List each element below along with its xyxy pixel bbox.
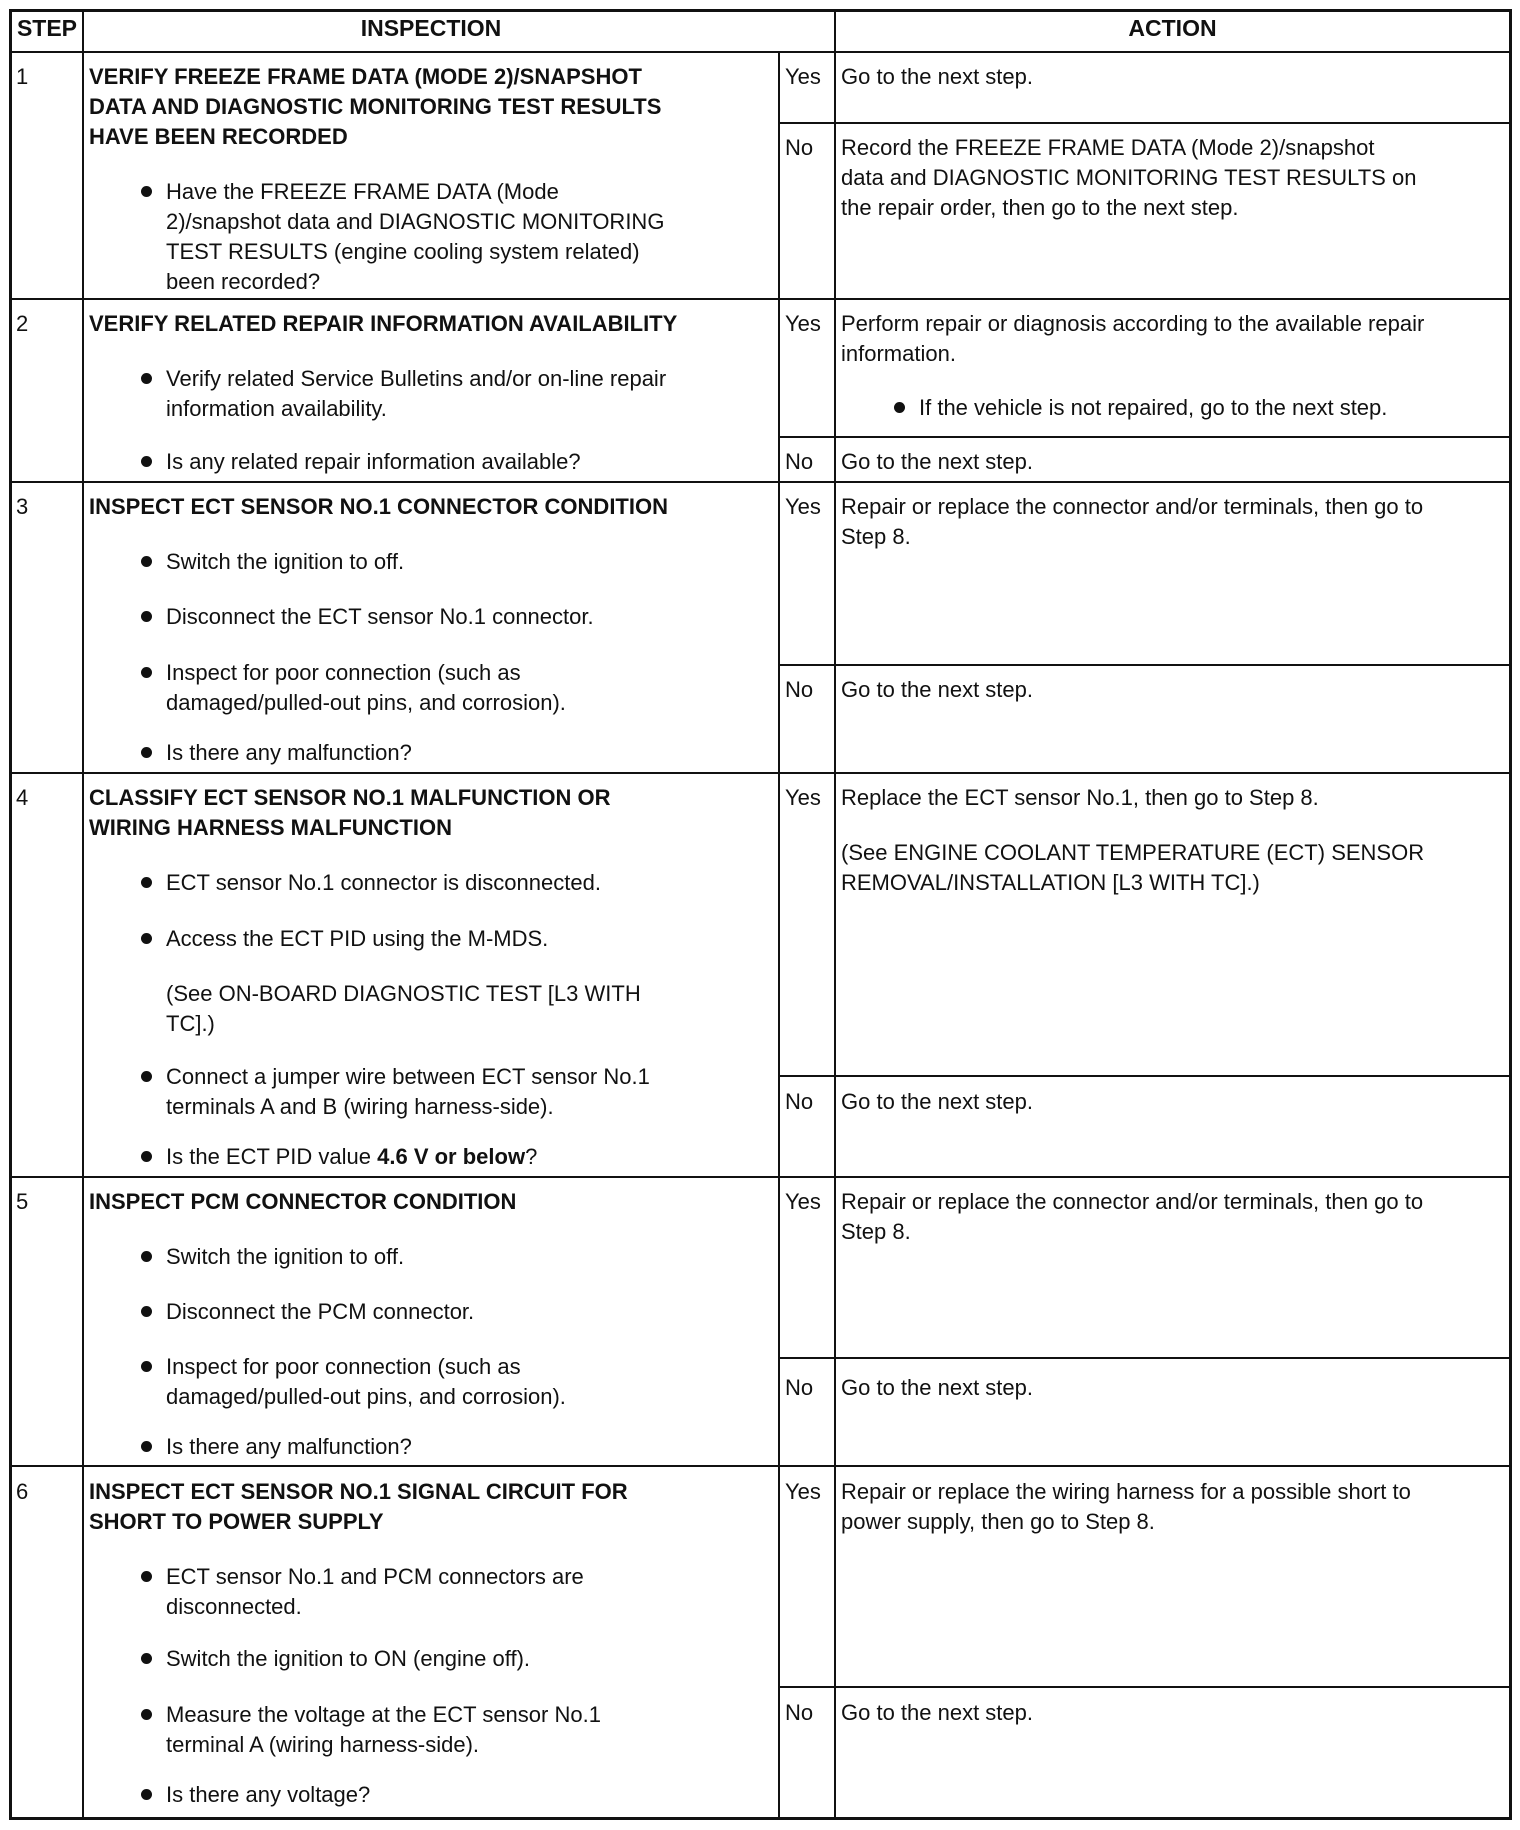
no-label: No <box>785 677 814 702</box>
yes-label: Yes <box>785 311 821 336</box>
no-action: Go to the next step. <box>841 1375 1034 1400</box>
no-action: Record the FREEZE FRAME DATA (Mode 2)/snapshot data and DIAGNOSTIC MONITORING TEST RESULTS on the repair order, then go to the next step. <box>841 135 1417 220</box>
step-number: 1 <box>16 64 29 89</box>
no-action: Go to the next step. <box>841 1089 1034 1114</box>
yes-label: Yes <box>785 785 821 810</box>
col-divider-action <box>834 12 836 1817</box>
no-label: No <box>785 1089 814 1114</box>
col-divider-yesno <box>778 52 780 1817</box>
step-number: 4 <box>16 785 29 810</box>
question-mark: ? <box>525 1144 538 1169</box>
step-number: 6 <box>16 1479 29 1504</box>
yes-label: Yes <box>785 64 821 89</box>
row-divider <box>12 1176 1509 1178</box>
step-title: INSPECT ECT SENSOR NO.1 CONNECTOR CONDITION <box>89 494 668 519</box>
inspection-bullet: Access the ECT PID using the M-MDS. <box>136 924 776 954</box>
step-title: CLASSIFY ECT SENSOR NO.1 MALFUNCTION OR WIRING HARNESS MALFUNCTION <box>89 785 611 840</box>
question-text: Is the ECT PID value <box>166 1144 378 1169</box>
header-action: ACTION <box>1128 15 1217 41</box>
yes-no-divider <box>778 436 1509 438</box>
row-divider <box>12 51 1509 53</box>
step-title: VERIFY RELATED REPAIR INFORMATION AVAILABILITY <box>89 311 678 336</box>
inspection-bullet: ECT sensor No.1 connector is disconnected. <box>136 868 776 898</box>
row-divider <box>12 1465 1509 1467</box>
no-label: No <box>785 1375 814 1400</box>
yes-label: Yes <box>785 1479 821 1504</box>
yes-action: Repair or replace the connector and/or terminals, then go to Step 8. <box>841 1189 1424 1244</box>
yes-no-divider <box>778 1075 1509 1077</box>
no-label: No <box>785 449 814 474</box>
inspection-bullet: Switch the ignition to ON (engine off). <box>136 1644 776 1674</box>
inspection-bullet: Have the FREEZE FRAME DATA (Mode 2)/snapshot data and DIAGNOSTIC MONITORING TEST RESULTS (engine cooling system related) been recorded? <box>136 177 776 297</box>
inspection-bullet: Measure the voltage at the ECT sensor No.1 terminal A (wiring harness-side). <box>136 1700 776 1760</box>
step-number: 3 <box>16 494 29 519</box>
yes-no-divider <box>778 664 1509 666</box>
yes-no-divider <box>778 1686 1509 1688</box>
yes-label: Yes <box>785 1189 821 1214</box>
diagnostic-procedure-table <box>9 9 1512 1820</box>
step-number: 5 <box>16 1189 29 1214</box>
inspection-bullet: Inspect for poor connection (such as damaged/pulled-out pins, and corrosion). <box>136 1352 776 1412</box>
yes-no-divider <box>778 1357 1509 1359</box>
inspection-bullet: Switch the ignition to off. <box>136 547 776 577</box>
inspection-bullet: Is there any voltage? <box>136 1780 776 1810</box>
inspection-bullet: Is there any malfunction? <box>136 1432 776 1462</box>
row-divider <box>12 481 1509 483</box>
row-divider <box>12 298 1509 300</box>
reference-note: (See ON-BOARD DIAGNOSTIC TEST [L3 WITH TC].) <box>166 981 641 1036</box>
yes-action: Go to the next step. <box>841 64 1034 89</box>
yes-action: Perform repair or diagnosis according to the available repair information. <box>841 311 1425 366</box>
no-action: Go to the next step. <box>841 449 1034 474</box>
inspection-question <box>136 1142 776 1172</box>
yes-action: Repair or replace the wiring harness for a possible short to power supply, then go to Step 8. <box>841 1479 1411 1534</box>
yes-action: Replace the ECT sensor No.1, then go to Step 8. <box>841 785 1319 810</box>
yes-label: Yes <box>785 494 821 519</box>
question-value: 4.6 V or below <box>377 1144 526 1169</box>
header-inspection: INSPECTION <box>360 15 502 41</box>
no-action: Go to the next step. <box>841 1700 1034 1725</box>
inspection-bullet: Verify related Service Bulletins and/or on-line repair information availability. <box>136 364 776 424</box>
inspection-bullet: Is there any malfunction? <box>136 738 776 768</box>
step-title: VERIFY FREEZE FRAME DATA (MODE 2)/SNAPSHOT DATA AND DIAGNOSTIC MONITORING TEST RESULTS HAVE BEEN RECORDED <box>89 64 662 149</box>
step-title: INSPECT PCM CONNECTOR CONDITION <box>89 1189 517 1214</box>
inspection-bullet: Disconnect the ECT sensor No.1 connector. <box>136 602 776 632</box>
row-divider <box>12 772 1509 774</box>
step-number: 2 <box>16 311 29 336</box>
inspection-bullet: Is any related repair information available? <box>136 447 776 477</box>
no-action: Go to the next step. <box>841 677 1034 702</box>
yes-reference: (See ENGINE COOLANT TEMPERATURE (ECT) SENSOR REMOVAL/INSTALLATION [L3 WITH TC].) <box>841 840 1425 895</box>
inspection-bullet: Disconnect the PCM connector. <box>136 1297 776 1327</box>
action-bullet: If the vehicle is not repaired, go to the next step. <box>889 393 1504 423</box>
inspection-bullet: Connect a jumper wire between ECT sensor No.1 terminals A and B (wiring harness-side). <box>136 1062 776 1122</box>
no-label: No <box>785 1700 814 1725</box>
inspection-bullet: Switch the ignition to off. <box>136 1242 776 1272</box>
inspection-bullet: ECT sensor No.1 and PCM connectors are disconnected. <box>136 1562 776 1622</box>
yes-no-divider <box>778 122 1509 124</box>
yes-action: Repair or replace the connector and/or terminals, then go to Step 8. <box>841 494 1424 549</box>
header-step: STEP <box>16 15 78 41</box>
step-title: INSPECT ECT SENSOR NO.1 SIGNAL CIRCUIT FOR SHORT TO POWER SUPPLY <box>89 1479 628 1534</box>
inspection-bullet: Inspect for poor connection (such as damaged/pulled-out pins, and corrosion). <box>136 658 776 718</box>
no-label: No <box>785 135 814 160</box>
col-divider-step <box>82 12 84 1817</box>
